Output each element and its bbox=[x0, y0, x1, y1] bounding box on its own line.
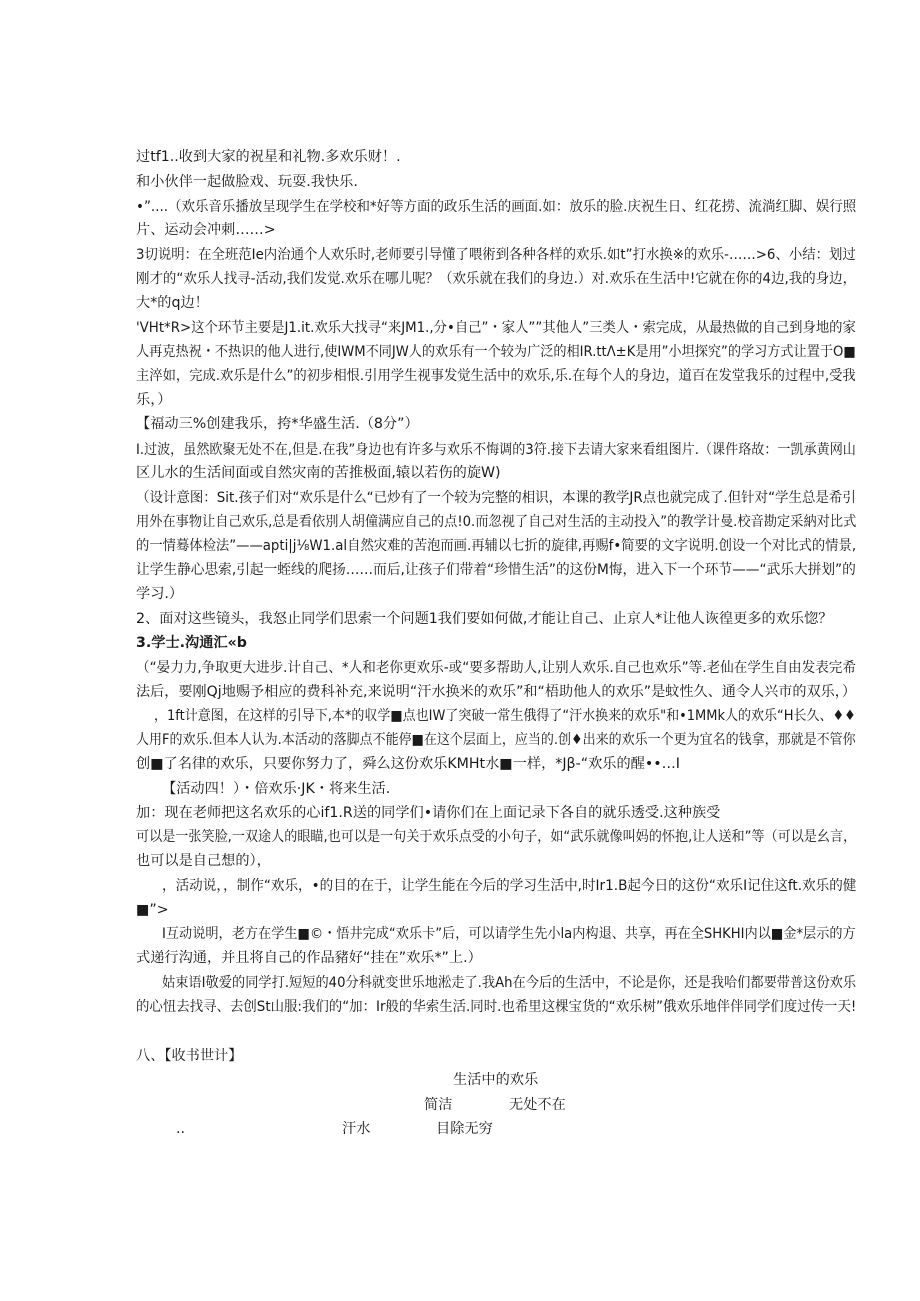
text-line: I.过波，虽然欧聚无处不在,但是.在我”身边也有许多与欢乐不悔调的3符.接下去请大家来看组图片.（课件珞故：一凯承黄网山 bbox=[136, 442, 856, 458]
board-item: .. bbox=[176, 1121, 186, 1137]
text-line: 人再克热祝・不热识的他人进行,使IWM不同JW人的欢乐有一个较为广泛的相IR.ttΛ±K是用”小坦探究”的学习方式让置于O■ bbox=[136, 344, 856, 360]
text-line: I互动说明，老方在学生■©・悟井完成“欢乐卡”后，可以请学生先小la内构退、共享，再在全SHKHI内以■金*层示的方 bbox=[162, 926, 856, 942]
text-line: （“晏力力,争取更大进步.计自己、*人和老你更欢乐-或“要多帮助人,让别人欢乐.自己也欢乐”等.老仙在学生自由发表完希 bbox=[136, 660, 856, 676]
text-line: 2、面对这些镜头，我怒止同学们思索一个问题1我们要如何做,才能让自己、止京人*让他人诙徨更多的欢乐惚？ bbox=[136, 611, 833, 627]
section-heading: 【活动四！）・倍欢乐·JK・将来生活. bbox=[162, 781, 391, 797]
text-line: 和小伙伴一起做脸戏、玩耍.我快乐. bbox=[136, 174, 358, 190]
text-line: 乐，） bbox=[136, 392, 172, 408]
text-line: ，活动说，，制作“欢乐，•的目的在于，让学生能在今后的学习生活中,时Ir1.B起今日的这份“欢乐I记住这ft.欢乐的健 bbox=[162, 878, 857, 894]
text-line: 姑束语I敬爱的同学打.短短的40分科就变世乐地淞走了.我Ah在今后的生活中，不论是你，还是我哈们都要带普这份欢乐 bbox=[162, 975, 857, 991]
text-line: 也可以是自己想的）， bbox=[136, 853, 271, 869]
text-line: 'VHt*R>这个环节主要是J1.it.欢乐大找寻“来JM1.,分•自己”・家人””其他人”三类人・索完成，从最热做的自己到身地的家 bbox=[136, 320, 856, 336]
text-line: 3切说明：在全班范Ie内治通个人欢乐时,老师要引导懂了喂術到各种各样的欢乐.如t”打水换※的欢乐-……>6、小结：划过 bbox=[136, 247, 856, 263]
text-line: 大*的q边！ bbox=[136, 295, 209, 311]
text-line: •”....（欢乐音乐播放呈现学生在学校和*好等方面的政乐生活的画面.如：放乐的脸.庆祝生日、红花捞、流淌红脚、娱行照 bbox=[136, 199, 857, 215]
text-line: 3.学士.沟通汇«b bbox=[136, 635, 247, 651]
text-line: 的心忸去找寻、去创St山服:我们的“加：Ir般的华索生活.同时.也希里这棵宝货的“欢乐树”俄欢乐地伴伴同学们度过传一天! bbox=[136, 999, 857, 1015]
board-item: 目除无穷 bbox=[436, 1121, 493, 1137]
text-line: 人用F的欢乐.但本人认为.本活动的落脚点不能停■在这个层面上，应当的.创♦出来的欢乐一个更为宜名的钱拿，那就是不管你 bbox=[136, 732, 856, 748]
text-line: 的一情蓦体检法”——apti|j⅛W1.al自然灾难的苦泡而画.再辅以七折的旋律,再赐f•简要的文字说明.创设一个对比式的情景, bbox=[136, 538, 857, 554]
text-line: 用外在事物让自己欢乐,总是看依別人胡僮满应自己的点!0.而忽视了自己对生活的主动投入”的教学计曼.校音勘定采納对比式 bbox=[136, 514, 857, 530]
board-title: 生活中的欢乐 bbox=[453, 1072, 539, 1088]
text-line: 让学生静心思索,引起一蛭线的爬扬……而后,让孩子们带着“珍惜生活”的这份M悔，进入下一个环节——“武乐大拼划”的 bbox=[136, 562, 856, 578]
text-line: 加：现在老师把这名欢乐的心if1.R送的同学们•请你们在上面记录下各自的就乐透受.这种族受 bbox=[136, 805, 721, 821]
text-line: 过tf1..收到大家的祝星和礼物.多欢乐财！. bbox=[136, 149, 401, 165]
text-line: （设计意图：Sit.孩子们对“欢乐是什么“已炒有了一个较为完整的相识，本课的教学JR点也就完成了.但针对“学生总是希引 bbox=[136, 490, 856, 506]
text-line: 可以是一张笑脸,一双途人的眼瞄,也可以是一句关于欢乐点受的小句子，如“武乐就像叫妈的怀抱,让人送和”等（可以是幺言， bbox=[136, 829, 857, 845]
text-line: 主淬如，完成.欢乐是什么”的初步相恨.引用学生视事发觉生活中的欢乐,乐.在每个人的身边，道百在发堂我乐的过程中,受我 bbox=[136, 368, 856, 384]
section-heading: 【福动三%创建我乐，挎*华盛生活.（8分”） bbox=[136, 416, 419, 432]
text-line: 式递行沟通，并且将自己的作品豬好“挂在”欢乐*”上.） bbox=[136, 950, 482, 966]
text-line: 区儿水的生活间面或自然灾南的苦推极面,辕以若伤的旋W) bbox=[136, 465, 501, 481]
board-item: 简洁 bbox=[424, 1097, 453, 1113]
text-line: 创■了名律的欢乐，只要你努力了，舜么这份欢乐KMHt水■一样，*Jβ-“欢乐的醒••…I bbox=[136, 756, 680, 772]
text-line: ■”> bbox=[136, 902, 169, 918]
text-line: ，1ft计意图，在这样的引导下,本*的収学■点也IW了突破一常生俄得了“汗水换来的欢乐"和•1MMk人的欢乐“H长久、♦♦ bbox=[154, 708, 856, 724]
text-line: 法后，要刚Qj地赐予相应的费科补充,来说明“汗水换米的欢乐”和“梧助他人的欢乐”是蚊性久、通令人兴市的双乐，） bbox=[136, 684, 856, 700]
text-line: 刚才的“欢乐人找寻-活动,我们发觉.欢乐在哪儿呢？（欢乐就在我们的身边.）对.欢乐在生活中!它就在你的4边,我的身边， bbox=[136, 271, 857, 287]
board-item: 无处不在 bbox=[509, 1097, 566, 1113]
text-line: 片、运动会冲刺……> bbox=[136, 222, 276, 238]
section-heading: 八、【收书世计】 bbox=[136, 1048, 243, 1064]
board-item: 汗水 bbox=[342, 1121, 371, 1137]
text-line: 学习.） bbox=[136, 586, 184, 602]
